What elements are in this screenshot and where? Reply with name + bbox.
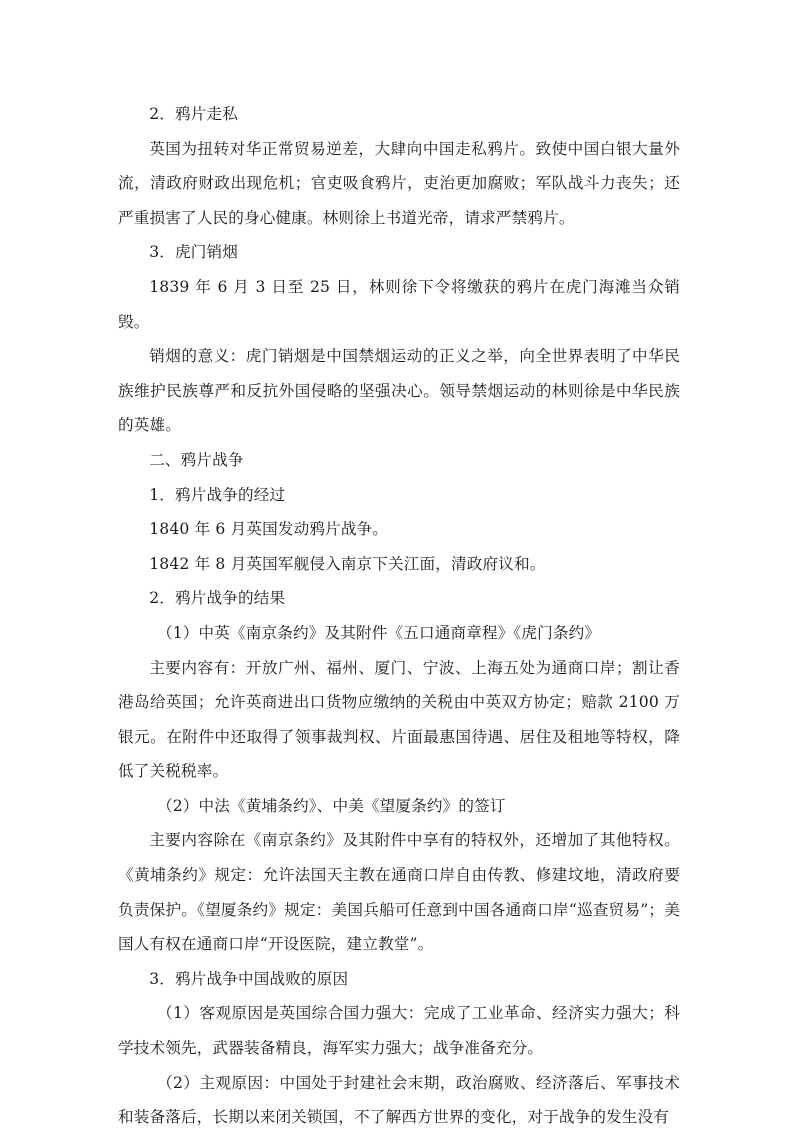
body-paragraph: 1840 年 6 月英国发动鸦片战争。 <box>149 520 389 539</box>
subsection-heading: （1）中英《南京条约》及其附件《五口通商章程》《虎门条约》 <box>157 623 601 642</box>
section-heading: 3．鸦片战争中国战败的原因 <box>149 969 349 988</box>
body-paragraph: 销烟的意义：虎门销烟是中国禁烟运动的正义之举，向全世界表明了中华民族维护民族尊严和反抗外国侵略的坚强决心。领导禁烟运动的林则徐是中华民族的英雄。 <box>118 347 680 435</box>
body-paragraph: 1842 年 8 月英国军舰侵入南京下关江面，清政府议和。 <box>149 554 546 573</box>
subsection-heading: （2）中法《黄埔条约》、中美《望厦条约》的签订 <box>157 796 506 815</box>
section-heading: 3．虎门销烟 <box>149 243 238 262</box>
section-heading: 2．鸦片走私 <box>149 105 238 123</box>
section-heading: 1．鸦片战争的经过 <box>149 485 286 504</box>
document-body <box>118 97 680 1135</box>
section-heading: 2．鸦片战争的结果 <box>149 589 286 608</box>
body-paragraph: 1839 年 6 月 3 日至 25 日，林则徐下令将缴获的鸦片在虎门海滩当众销毁。 <box>118 277 680 331</box>
body-paragraph: 英国为扭转对华正常贸易逆差，大肆向中国走私鸦片。致使中国白银大量外流，清政府财政出现危机；官吏吸食鸦片，吏治更加腐败；军队战斗力丧失；还严重损害了人民的身心健康。林则徐上书道光帝，请求严禁鸦片。 <box>118 139 680 227</box>
chapter-heading: 二、鸦片战争 <box>149 450 244 469</box>
body-paragraph: （2）主观原因：中国处于封建社会末期，政治腐败、经济落后、军事技术和装备落后，长期以来闭关锁国，不了解西方世界的变化，对于战争的发生没有 <box>118 1073 680 1127</box>
body-paragraph: 主要内容除在《南京条约》及其附件中享有的特权外，还增加了其他特权。《黄埔条约》规定：允许法国天主教在通商口岸自由传教、修建坟地，清政府要负责保护。《望厦条约》规定：美国兵船可任意到中国各通商口岸“巡查贸易”；美国人有权在通商口岸“开设医院，建立教堂”。 <box>118 831 680 954</box>
body-paragraph: 主要内容有：开放广州、福州、厦门、宁波、上海五处为通商口岸；割让香港岛给英国；允许英商进出口货物应缴纳的关税由中英双方协定；赔款 2100 万银元。在附件中还取得了领事裁判权、片面最惠国待遇、居住及租地等特权，降低了关税税率。 <box>118 658 680 781</box>
body-paragraph: （1）客观原因是英国综合国力强大：完成了工业革命、经济实力强大；科学技术领先，武器装备精良，海军实力强大；战争准备充分。 <box>118 1004 680 1058</box>
